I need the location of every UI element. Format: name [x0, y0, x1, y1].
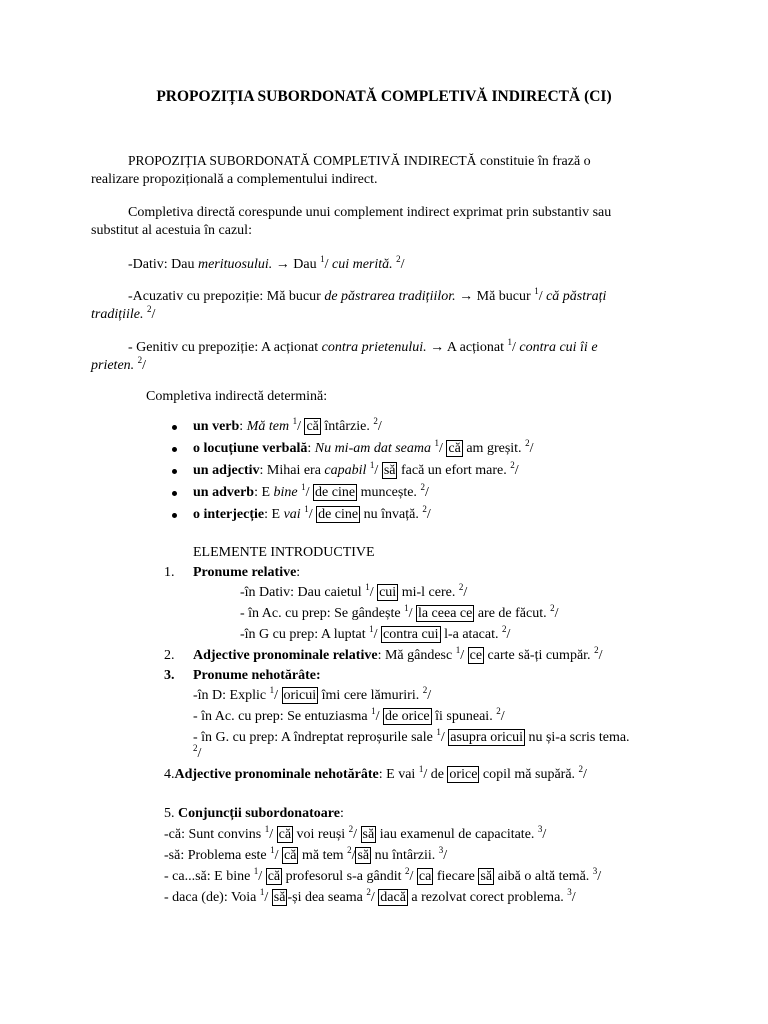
clause-index: 2: [193, 743, 198, 753]
clause-index: 1: [292, 416, 298, 426]
text-run: /: [408, 606, 416, 621]
boxed-connector: să: [362, 827, 375, 842]
boxed-connector: la ceea ce: [417, 606, 473, 621]
clause-index: 2: [348, 824, 354, 834]
text-run: fiecare: [433, 869, 479, 884]
text-run: -și dea seama: [287, 890, 367, 905]
clause-index: 1: [436, 727, 441, 737]
text-run: /: [142, 358, 147, 373]
text-run: nu învață.: [360, 507, 423, 522]
determina-heading: Completiva indirectă determină:: [146, 389, 328, 404]
text-run: /: [274, 688, 282, 703]
page-title: PROPOZIȚIA SUBORDONATĂ COMPLETIVĂ INDIRECTĂ (CI): [156, 88, 612, 105]
text-run: /: [151, 307, 156, 322]
text-run: /: [264, 890, 272, 905]
text-run: - în Ac. cu prep: Se gândește: [240, 606, 405, 621]
bold-term: un adjectiv: [193, 463, 260, 478]
text-run: nu întârzii.: [371, 848, 439, 863]
text-run: /: [308, 507, 317, 522]
bold-term: Conjuncții subordonatoare: [178, 806, 340, 821]
bold-term: Pronume relative: [193, 565, 297, 580]
element-4: [164, 766, 587, 784]
text-run: nu și-a scris tema.: [524, 730, 630, 745]
conjunction-example-daca: [164, 889, 576, 907]
clause-index: 1: [371, 706, 376, 716]
clause-index: 1: [365, 582, 370, 592]
text-run: /: [598, 648, 603, 663]
boxed-connector: ce: [469, 648, 483, 663]
text-run: 5.: [164, 806, 178, 821]
text-run: : E: [264, 507, 284, 522]
text-run: /: [427, 688, 432, 703]
text-run: /: [514, 463, 519, 478]
italic-term: bine: [273, 485, 298, 500]
element-3-number: 3.: [164, 668, 175, 683]
text-run: : E vai: [378, 767, 419, 782]
text-run: -în Dativ: Dau caietul: [240, 585, 366, 600]
element-3-example-genitiv: [193, 729, 630, 747]
genitiv-example-line-2: [91, 357, 146, 375]
clause-index: 2: [347, 845, 352, 855]
clause-index: 1: [270, 845, 275, 855]
para2-line-2: substitut al acestuia în cazul:: [91, 223, 252, 238]
italic-term: cui merită.: [331, 257, 393, 272]
text-run: - Genitiv cu prepoziție: A acționat: [128, 340, 322, 355]
clause-index: 2: [373, 416, 378, 426]
text-run: /: [269, 827, 277, 842]
list-item: [193, 440, 533, 458]
text-run: are de făcut.: [474, 606, 551, 621]
boxed-connector: că: [306, 419, 319, 434]
text-run: mi-l cere.: [398, 585, 459, 600]
clause-index: 1: [369, 460, 375, 470]
boxed-connector: să: [357, 848, 370, 863]
text-run: /: [409, 869, 417, 884]
element-1-example-dativ: [240, 584, 467, 602]
text-run: am greșit.: [462, 441, 526, 456]
boxed-connector: că: [278, 827, 292, 842]
text-run: /: [353, 827, 361, 842]
text-run: /: [375, 709, 383, 724]
bold-term: un verb: [193, 419, 240, 434]
clause-index: 2: [404, 866, 410, 876]
text-run: muncește.: [357, 485, 421, 500]
clause-index: 1: [304, 504, 309, 514]
text-run: : Mă gândesc: [377, 648, 456, 663]
text-run: /: [500, 709, 505, 724]
text-run: -în G cu prep: A luptat: [240, 627, 370, 642]
clause-index: 1: [455, 645, 461, 655]
text-run: /: [351, 848, 356, 863]
bold-term: o interjecție: [193, 507, 265, 522]
text-run: /: [529, 441, 534, 456]
italic-term: vai: [283, 507, 301, 522]
boxed-connector: că: [284, 848, 297, 863]
text-run: carte să-ți cumpăr.: [484, 648, 595, 663]
clause-index: 2: [420, 482, 425, 492]
boxed-connector: oricui: [283, 688, 317, 703]
italic-term: Mă tem: [246, 419, 290, 434]
bold-term: Adjective pronominale nehotărâte: [174, 767, 379, 782]
bullet-icon: [172, 491, 177, 496]
bullet-icon: [172, 425, 177, 430]
element-3-example-acuzativ: [193, 708, 505, 726]
clause-index: 1: [507, 337, 512, 347]
clause-index: 2: [396, 254, 401, 264]
element-3-example-dativ: [193, 687, 431, 705]
text-run: /: [377, 419, 382, 434]
intro-term: PROPOZIȚIA SUBORDONATĂ COMPLETIVĂ INDIRECTĂ: [128, 153, 477, 168]
italic-term: capabil: [324, 463, 367, 478]
element-1-example-genitiv: [240, 626, 510, 644]
text-run: :: [339, 806, 344, 821]
text-run: :: [239, 419, 247, 434]
list-item: [193, 484, 429, 502]
clause-index: 1: [369, 624, 374, 634]
text-run: constituie în frază o: [476, 154, 591, 169]
intro-line-1: [128, 152, 591, 170]
text-run: /: [463, 585, 468, 600]
italic-term: de păstrarea tradițiilor.: [324, 289, 456, 304]
text-run: /: [369, 585, 378, 600]
text-run: : Mihai era: [259, 463, 325, 478]
text-run: /: [439, 441, 447, 456]
text-run: :: [296, 565, 301, 580]
italic-term: merituosului.: [197, 257, 273, 272]
italic-term: contra prietenului.: [321, 340, 427, 355]
element-1-example-acuzativ: [240, 605, 559, 623]
element-5-heading: [164, 805, 344, 822]
italic-term: că păstrați: [546, 289, 607, 304]
text-run: l-a atacat.: [440, 627, 502, 642]
italic-term: contra cui îi e: [519, 340, 598, 355]
boxed-connector: să: [383, 463, 396, 478]
clause-index: 2: [366, 887, 371, 897]
text-run: /: [274, 848, 283, 863]
list-item: [193, 462, 519, 480]
clause-index: 3: [567, 887, 572, 897]
text-run: a rezolvat corect problema.: [407, 890, 568, 905]
text-run: /: [506, 627, 511, 642]
boxed-connector: contra cui: [382, 627, 439, 642]
element-3-example-genitiv-end: [193, 745, 201, 763]
clause-index: 1: [434, 438, 440, 448]
clause-index: 2: [422, 685, 428, 695]
text-run: copil mă supără.: [479, 767, 579, 782]
genitiv-example-line-1: [128, 339, 598, 357]
text-run: facă un efort mare.: [397, 463, 511, 478]
para2-line-1: Completiva directă corespunde unui complement indirect exprimat prin substantiv sau: [128, 205, 612, 220]
clause-index: 2: [550, 603, 555, 613]
text-run: :: [307, 441, 315, 456]
bullet-icon: [172, 513, 177, 518]
italic-term: prieten.: [91, 358, 135, 373]
boxed-connector: să: [480, 869, 493, 884]
text-run: mă tem: [298, 848, 348, 863]
conjunction-example-ca: [164, 826, 546, 844]
element-3-heading: Pronume nehotărâte:: [193, 668, 321, 683]
boxed-connector: cui: [379, 585, 397, 600]
clause-index: 2: [147, 304, 152, 314]
text-run: îi spuneai.: [431, 709, 497, 724]
boxed-connector: de orice: [384, 709, 430, 724]
text-run: /: [512, 340, 520, 355]
text-run: /: [597, 869, 602, 884]
italic-term: tradițiile.: [91, 307, 144, 322]
section-heading: ELEMENTE INTRODUCTIVE: [193, 545, 375, 560]
text-run: → Mă bucur: [455, 289, 535, 304]
text-run: /: [373, 627, 381, 642]
clause-index: 1: [301, 482, 306, 492]
text-run: /: [197, 746, 202, 761]
clause-index: 2: [137, 355, 143, 365]
clause-index: 2: [578, 764, 584, 774]
clause-index: 2: [496, 706, 501, 716]
acuzativ-example-line-1: [128, 288, 606, 306]
text-run: -Dativ: Dau: [128, 257, 198, 272]
text-run: /: [460, 648, 468, 663]
clause-index: 1: [404, 603, 409, 613]
boxed-connector: dacă: [380, 890, 406, 905]
text-run: iau examenul de capacitate.: [376, 827, 538, 842]
text-run: /: [440, 730, 449, 745]
element-2-number: 2.: [164, 648, 175, 663]
clause-index: 2: [594, 645, 599, 655]
text-run: /: [324, 257, 332, 272]
boxed-connector: de cine: [315, 485, 356, 500]
text-run: -să: Problema este: [164, 848, 271, 863]
boxed-connector: ca: [418, 869, 432, 884]
conjunction-example-ca-sa: [164, 868, 601, 886]
boxed-connector: asupra oricui: [450, 730, 523, 745]
clause-index: 1: [259, 887, 265, 897]
text-run: - daca (de): Voia: [164, 890, 260, 905]
text-run: /: [583, 767, 587, 782]
text-run: : E: [254, 485, 274, 500]
clause-index: 3: [592, 866, 598, 876]
text-run: - în Ac. cu prep: Se entuziasma: [193, 709, 372, 724]
clause-index: 2: [510, 460, 515, 470]
bullet-icon: [172, 469, 177, 474]
clause-index: 1: [534, 286, 539, 296]
element-1-number: 1.: [164, 565, 175, 580]
bold-term: un adverb: [193, 485, 255, 500]
text-run: /: [424, 485, 429, 500]
boxed-connector: orice: [449, 767, 478, 782]
text-run: întârzie.: [320, 419, 374, 434]
dativ-example: [128, 256, 405, 274]
list-item: [193, 418, 382, 436]
text-run: /: [400, 257, 405, 272]
boxed-connector: să: [273, 890, 286, 905]
text-run: -Acuzativ cu prepoziție: Mă bucur: [128, 289, 325, 304]
text-run: aibă o altă temă.: [494, 869, 593, 884]
text-run: -în D: Explic: [193, 688, 270, 703]
clause-index: 2: [422, 504, 427, 514]
text-run: → Dau: [272, 257, 321, 272]
boxed-connector: că: [267, 869, 281, 884]
clause-index: 1: [269, 685, 275, 695]
text-run: /: [374, 463, 382, 478]
text-run: /: [297, 419, 305, 434]
text-run: - ca...să: E bine: [164, 869, 254, 884]
clause-index: 3: [438, 845, 444, 855]
text-run: / de: [423, 767, 448, 782]
text-run: -că: Sunt convins: [164, 827, 265, 842]
text-run: /: [542, 827, 547, 842]
boxed-connector: de cine: [318, 507, 359, 522]
text-run: - în G. cu prep: A îndreptat reproșurile sale: [193, 730, 437, 745]
clause-index: 1: [264, 824, 270, 834]
clause-index: 3: [537, 824, 543, 834]
bold-term: Adjective pronominale relative: [193, 648, 378, 663]
text-run: /: [426, 507, 431, 522]
clause-index: 1: [253, 866, 259, 876]
italic-term: Nu mi-am dat seama: [314, 441, 432, 456]
text-run: /: [571, 890, 576, 905]
acuzativ-example-line-2: [91, 306, 155, 324]
text-run: /: [305, 485, 314, 500]
intro-line-2: realizare propozițională a complementului indirect.: [91, 172, 378, 187]
bold-term: o locuțiune verbală: [193, 441, 308, 456]
element-1-heading: [193, 564, 300, 581]
clause-index: 1: [320, 254, 325, 264]
text-run: /: [258, 869, 266, 884]
bullet-icon: [172, 447, 177, 452]
text-run: îmi cere lămuriri.: [318, 688, 423, 703]
text-run: /: [443, 848, 448, 863]
text-run: /: [538, 289, 547, 304]
list-item: [193, 506, 431, 524]
clause-index: 1: [418, 764, 424, 774]
text-run: /: [554, 606, 559, 621]
text-run: voi reuși: [293, 827, 349, 842]
text-run: → A acționat: [426, 340, 508, 355]
clause-index: 2: [501, 624, 507, 634]
boxed-connector: că: [448, 441, 461, 456]
text-run: 4.: [164, 767, 175, 782]
clause-index: 2: [458, 582, 464, 592]
text-run: /: [370, 890, 379, 905]
text-run: profesorul s-a gândit: [282, 869, 405, 884]
clause-index: 2: [525, 438, 530, 448]
conjunction-example-sa: [164, 847, 447, 865]
element-2: [193, 647, 602, 665]
